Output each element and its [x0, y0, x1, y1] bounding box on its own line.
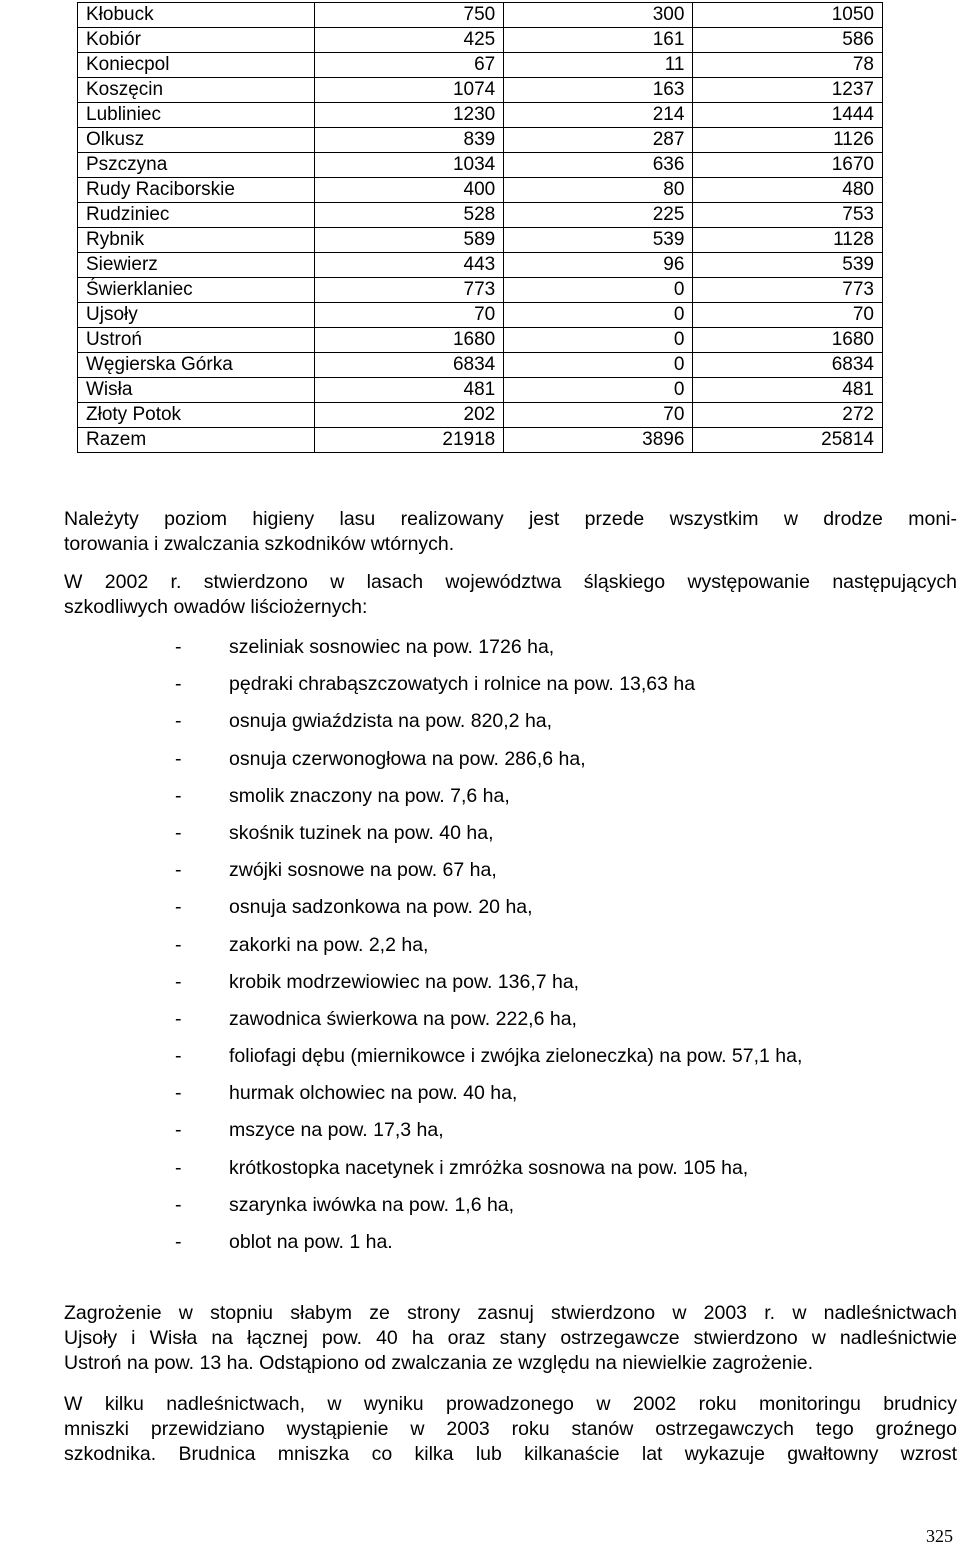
table-row [78, 353, 883, 378]
list-item-text: pędraki chrabąszczowatych i rolnice na pow. 13,63 ha [229, 673, 696, 696]
list-item [175, 1191, 802, 1228]
list-item [175, 1079, 802, 1116]
value-cell: 425 [314, 28, 504, 53]
list-item [175, 1154, 802, 1191]
list-item-text: krobik modrzewiowiec na pow. 136,7 ha, [229, 970, 580, 993]
list-item [175, 707, 802, 744]
paragraph-line: W 2002 r. stwierdzono w lasach województwa śląskiego występowanie następujących [64, 571, 957, 593]
paragraph-line: Ustroń na pow. 13 ha. Odstąpiono od zwalczania ze względu na niewielkie zagrożenie. [64, 1352, 814, 1374]
value-cell: 0 [504, 353, 693, 378]
list-item-text: hurmak olchowiec na pow. 40 ha, [229, 1082, 518, 1105]
district-name-cell: Ustroń [78, 328, 315, 353]
paragraph-line: mniszki przewidziano wystąpienie w 2003 roku stanów ostrzegawczych tego groźnego [64, 1418, 957, 1440]
district-name-cell: Lubliniec [78, 103, 315, 128]
paragraph-line: W kilku nadleśnictwach, w wyniku prowadzonego w 2002 roku monitoringu brudnicy [64, 1393, 957, 1415]
list-item [175, 931, 802, 968]
value-cell: 21918 [314, 428, 504, 453]
value-cell: 287 [504, 128, 693, 153]
paragraph-line: Zagrożenie w stopniu słabym ze strony zasnuj stwierdzono w 2003 r. w nadleśnictwach [64, 1302, 957, 1324]
list-dash: - [175, 896, 182, 919]
table-row [78, 153, 883, 178]
district-name-cell: Razem [78, 428, 315, 453]
table-row [78, 428, 883, 453]
list-item [175, 856, 802, 893]
value-cell: 0 [504, 328, 693, 353]
list-item-text: osnuja sadzonkowa na pow. 20 ha, [229, 896, 533, 919]
list-dash: - [175, 1156, 182, 1179]
list-dash: - [175, 1007, 182, 1030]
paragraph-line: torowania i zwalczania szkodników wtórnych. [64, 533, 455, 555]
value-cell: 78 [693, 53, 883, 78]
monitoring-paragraph [4, 1392, 957, 1467]
value-cell: 1126 [693, 128, 883, 153]
value-cell: 1680 [314, 328, 504, 353]
list-item-text: skośnik tuzinek na pow. 40 ha, [229, 821, 494, 844]
value-cell: 67 [314, 53, 504, 78]
paragraph-line: Należyty poziom higieny lasu realizowany jest przede wszystkim w drodze moni- [64, 508, 957, 530]
value-cell: 481 [693, 378, 883, 403]
district-name-cell: Wisła [78, 378, 315, 403]
table-row [78, 178, 883, 203]
table-row [78, 78, 883, 103]
district-name-cell: Złoty Potok [78, 403, 315, 428]
table-row [78, 3, 883, 28]
district-name-cell: Olkusz [78, 128, 315, 153]
list-dash: - [175, 1231, 182, 1253]
value-cell: 80 [504, 178, 693, 203]
district-name-cell: Rudy Raciborskie [78, 178, 315, 203]
value-cell: 272 [693, 403, 883, 428]
table-row [78, 303, 883, 328]
value-cell: 539 [693, 253, 883, 278]
district-name-cell: Ujsoły [78, 303, 315, 328]
table-row [78, 378, 883, 403]
value-cell: 70 [314, 303, 504, 328]
list-item-text: krótkostopka nacetynek i zmróżka sosnowa na pow. 105 ha, [229, 1156, 749, 1179]
value-cell: 3896 [504, 428, 693, 453]
value-cell: 1128 [693, 228, 883, 253]
value-cell: 1050 [693, 3, 883, 28]
list-dash: - [175, 970, 182, 993]
list-item-text: zawodnica świerkowa na pow. 222,6 ha, [229, 1007, 577, 1030]
list-dash: - [175, 1082, 182, 1105]
list-item [175, 633, 802, 670]
list-item [175, 1042, 802, 1079]
district-name-cell: Koniecpol [78, 53, 315, 78]
list-item-text: oblot na pow. 1 ha. [229, 1231, 393, 1253]
value-cell: 586 [693, 28, 883, 53]
list-item [175, 745, 802, 782]
list-item-text: mszyce na pow. 17,3 ha, [229, 1119, 444, 1142]
paragraph-line: szkodliwych owadów liściożernych: [64, 596, 368, 618]
list-dash: - [175, 784, 182, 807]
list-item-text: zwójki sosnowe na pow. 67 ha, [229, 859, 497, 882]
list-item [175, 782, 802, 819]
value-cell: 589 [314, 228, 504, 253]
district-name-cell: Kobiór [78, 28, 315, 53]
page-number: 325 [926, 1526, 953, 1546]
value-cell: 1237 [693, 78, 883, 103]
list-item-text: osnuja gwiaździsta na pow. 820,2 ha, [229, 710, 553, 733]
value-cell: 11 [504, 53, 693, 78]
list-item [175, 893, 802, 930]
value-cell: 636 [504, 153, 693, 178]
value-cell: 6834 [314, 353, 504, 378]
value-cell: 1074 [314, 78, 504, 103]
list-item [175, 670, 802, 707]
list-item [175, 1005, 802, 1042]
list-item [175, 1228, 802, 1265]
value-cell: 1444 [693, 103, 883, 128]
table-body [78, 3, 883, 453]
value-cell: 750 [314, 3, 504, 28]
value-cell: 163 [504, 78, 693, 103]
paragraph-line: szkodnika. Brudnica mniszka co kilka lub kilkanaście lat wykazuje gwałtowny wzrost [64, 1443, 957, 1465]
value-cell: 1034 [314, 153, 504, 178]
value-cell: 1230 [314, 103, 504, 128]
district-name-cell: Węgierska Górka [78, 353, 315, 378]
value-cell: 481 [314, 378, 504, 403]
table-row [78, 228, 883, 253]
value-cell: 539 [504, 228, 693, 253]
table-row [78, 128, 883, 153]
value-cell: 6834 [693, 353, 883, 378]
table-row [78, 253, 883, 278]
value-cell: 400 [314, 178, 504, 203]
value-cell: 96 [504, 253, 693, 278]
hygiene-paragraph [4, 507, 957, 557]
list-dash: - [175, 636, 182, 658]
value-cell: 202 [314, 403, 504, 428]
district-name-cell: Świerklaniec [78, 278, 315, 303]
list-item-text: szarynka iwówka na pow. 1,6 ha, [229, 1193, 515, 1216]
table-row [78, 203, 883, 228]
value-cell: 300 [504, 3, 693, 28]
list-item [175, 819, 802, 856]
list-item-text: osnuja czerwonogłowa na pow. 286,6 ha, [229, 747, 586, 770]
intro-2002-paragraph [4, 570, 957, 620]
value-cell: 225 [504, 203, 693, 228]
threat-paragraph [4, 1301, 957, 1376]
list-item-text: foliofagi dębu (miernikowce i zwójka zieloneczka) na pow. 57,1 ha, [229, 1045, 803, 1068]
list-dash: - [175, 747, 182, 770]
value-cell: 753 [693, 203, 883, 228]
value-cell: 161 [504, 28, 693, 53]
list-item-text: szeliniak sosnowiec na pow. 1726 ha, [229, 636, 555, 658]
value-cell: 839 [314, 128, 504, 153]
list-item-text: smolik znaczony na pow. 7,6 ha, [229, 784, 510, 807]
district-name-cell: Rudziniec [78, 203, 315, 228]
list-item-text: zakorki na pow. 2,2 ha, [229, 933, 429, 956]
paragraph-line: Ujsoły i Wisła na łącznej pow. 40 ha oraz stany ostrzegawcze stwierdzono w nadleśnictwie [64, 1327, 957, 1349]
table-row [78, 53, 883, 78]
value-cell: 70 [504, 403, 693, 428]
list-item [175, 968, 802, 1005]
table-row [78, 328, 883, 353]
list-dash: - [175, 1045, 182, 1068]
district-name-cell: Koszęcin [78, 78, 315, 103]
table-row [78, 403, 883, 428]
list-dash: - [175, 1119, 182, 1142]
value-cell: 0 [504, 378, 693, 403]
list-dash: - [175, 673, 182, 696]
value-cell: 1680 [693, 328, 883, 353]
list-dash: - [175, 821, 182, 844]
value-cell: 214 [504, 103, 693, 128]
value-cell: 1670 [693, 153, 883, 178]
value-cell: 773 [314, 278, 504, 303]
list-dash: - [175, 710, 182, 733]
value-cell: 480 [693, 178, 883, 203]
table-row [78, 28, 883, 53]
forest-district-table [77, 2, 883, 453]
list-dash: - [175, 933, 182, 956]
value-cell: 528 [314, 203, 504, 228]
district-name-cell: Kłobuck [78, 3, 315, 28]
district-name-cell: Pszczyna [78, 153, 315, 178]
district-name-cell: Rybnik [78, 228, 315, 253]
value-cell: 0 [504, 303, 693, 328]
list-dash: - [175, 1193, 182, 1216]
value-cell: 70 [693, 303, 883, 328]
district-name-cell: Siewierz [78, 253, 315, 278]
list-dash: - [175, 859, 182, 882]
table-row [78, 278, 883, 303]
list-item [175, 1116, 802, 1153]
value-cell: 25814 [693, 428, 883, 453]
value-cell: 773 [693, 278, 883, 303]
table-row [78, 103, 883, 128]
value-cell: 0 [504, 278, 693, 303]
pest-list [175, 633, 802, 1265]
value-cell: 443 [314, 253, 504, 278]
